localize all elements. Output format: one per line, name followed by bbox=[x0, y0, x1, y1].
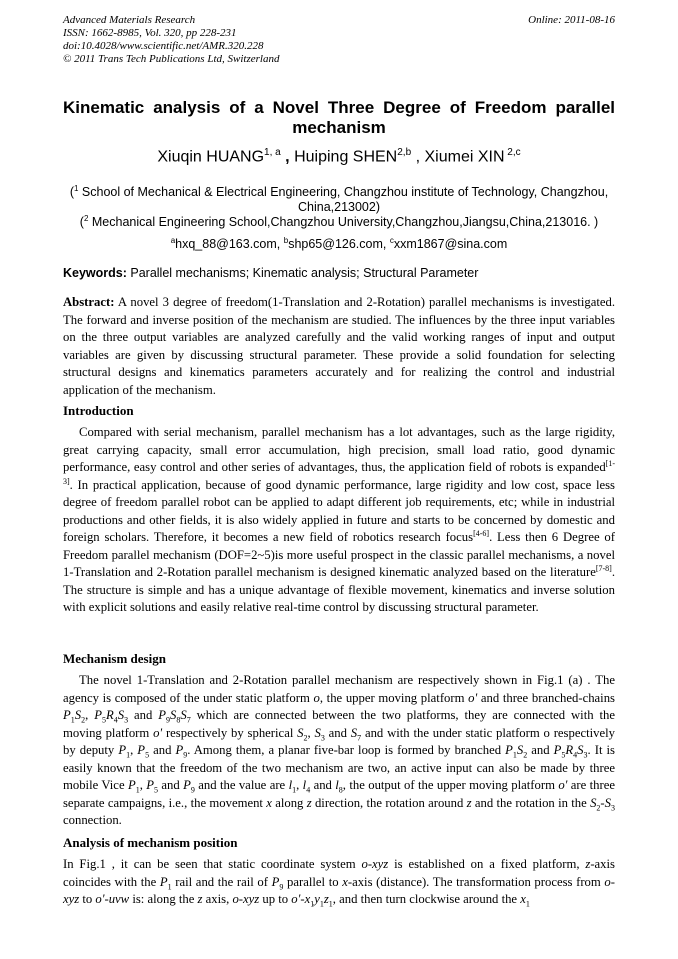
author-sup: 2,c bbox=[504, 147, 521, 158]
author-separator: , bbox=[411, 148, 425, 166]
section-heading-analysis: Analysis of mechanism position bbox=[63, 835, 238, 850]
copyright-line: © 2011 Trans Tech Publications Ltd, Switzerland bbox=[63, 53, 280, 65]
author-name: Xiuqin HUANG bbox=[157, 148, 265, 166]
title-line-2: mechanism bbox=[292, 118, 386, 137]
introduction-body: Compared with serial mechanism, parallel mechanism has a lot advantages, such as the large rigidity, great carrying capacity, small error accumulation, high precision, small load ratio, good dynamic performance, easy control and other series of advantages, thus, the application field of robots is expanded[1-3]. In practical application, because of good dynamic performance, large rigidity and low cost, space less degree of freedom parallel robot can be applied to adapt different job requirements, etc; while in industrial productions and other fields, it is also widely applied in future and starts to be concerned by domestic and foreign scholars. Therefore, it becomes a new field of robotics research focus[4-6]. Less then 6 Degree of Freedom parallel mechanism (DOF=2~5)is more useful prospect in the classic parallel mechanisms, a novel 1-Translation and 2-Rotation parallel mechanism is designed kinematic analyzed based on the literature[7-8]. The structure is simple and has a unique advantage of flexible movement, kinematics and inverse solution with explicit solutions and easily relative real-time control by discussing structural parameter. bbox=[63, 425, 615, 614]
affiliation-2: ($^2$ Mechanical Engineering School,Changzhou University,Changzhou,Jiangsu,China,213016. ) bbox=[79, 214, 599, 230]
author-name: Xiumei XIN bbox=[424, 148, 505, 166]
author-sup: 2,b bbox=[397, 147, 412, 158]
journal-name: Advanced Materials Research bbox=[63, 14, 196, 26]
title-line-1: Kinematic analysis of a Novel Three Degree of Freedom parallel bbox=[63, 98, 615, 117]
section-heading-introduction: Introduction bbox=[63, 403, 134, 418]
section-heading-mechanism-design: Mechanism design bbox=[63, 651, 166, 666]
abstract bbox=[63, 294, 615, 399]
author-list bbox=[63, 143, 615, 167]
keywords bbox=[63, 266, 615, 281]
author-emails: $^a$hxq_88@163.com, $^b$shp65@126.com, $^c$xxm1867@sina.com bbox=[170, 236, 508, 252]
online-date: Online: 2011-08-16 bbox=[528, 14, 615, 26]
author-separator: , bbox=[280, 148, 295, 166]
issn-line: ISSN: 1662-8985, Vol. 320, pp 228-231 bbox=[63, 27, 237, 39]
journal-header bbox=[63, 14, 279, 66]
doi-line: doi:10.4028/www.scientific.net/AMR.320.228 bbox=[63, 40, 264, 52]
abstract-label: Abstract: bbox=[63, 295, 115, 309]
citation: [4-6] bbox=[473, 528, 490, 538]
abstract-text: A novel 3 degree of freedom(1-Translation and 2-Rotation) parallel mechanisms is investigated. The forward and inverse position of the mechanism are studied. The influences by the three input variables on the three output variables are analyzed carefully and the valid working ranges of input and output variables are given by discussing structural parameter. These provide a solid foundation for selecting structural designs and kinematics parameters accurately and for realizing the control and industrial application of the mechanism. bbox=[63, 295, 615, 397]
keywords-text: Parallel mechanisms; Kinematic analysis; Structural Parameter bbox=[126, 266, 479, 280]
citation: [7-8] bbox=[595, 563, 612, 573]
affiliation-1: ($^1$ School of Mechanical & Electrical Engineering, Changzhou institute of Technology, Changzhou, China,213002) bbox=[69, 184, 609, 215]
mechanism-design-body: The novel 1-Translation and 2-Rotation parallel mechanism are respectively shown in Fig.1 (a) . The agency is composed of the under static platform o, the upper moving platform o' and three branched-chains $P_1S_2$, $P_5R_4S_3$ and $P_9S_8S_7$ which are connected between the two platforms, they are connected with the moving platform o' respectively by spherical $S_2$, $S_3$ and $S_7$ and with the under static platform o respectively by deputy $P_1$, $P_5$ and $P_9$. Among them, a planar five-bar loop is formed by branched $P_1S_2$ and $P_5R_4S_3$. It is easily known that the freedom of the two mechanism are two, an active input can also be made by three mobile Vice $P_1$, $P_5$ and $P_9$ and the value are $l_1$, $l_4$ and $l_8$, the output of the upper moving platform o' are three separate campaigns, i.e., the movement x along z direction, the rotation around z and the rotation in the $S_2-S_3$ connection. bbox=[63, 673, 615, 827]
author-sup: 1, a bbox=[264, 147, 281, 158]
paper-title bbox=[63, 98, 615, 138]
analysis-body: In Fig.1 , it can be seen that static coordinate system o-xyz is established on a fixed platform, z-axis coincides with the $P_1$ rail and the rail of $P_9$ parallel to x-axis (distance). The transformation process from o-xyz to o'-uvw is: along the z axis, o-xyz up to $o'-x_1y_1z_1$, and then turn clockwise around the $x_1$ bbox=[63, 857, 615, 909]
author-name: Huiping SHEN bbox=[294, 148, 398, 166]
citation: [1-3] bbox=[63, 458, 615, 486]
keywords-label: Keywords: bbox=[63, 266, 127, 280]
